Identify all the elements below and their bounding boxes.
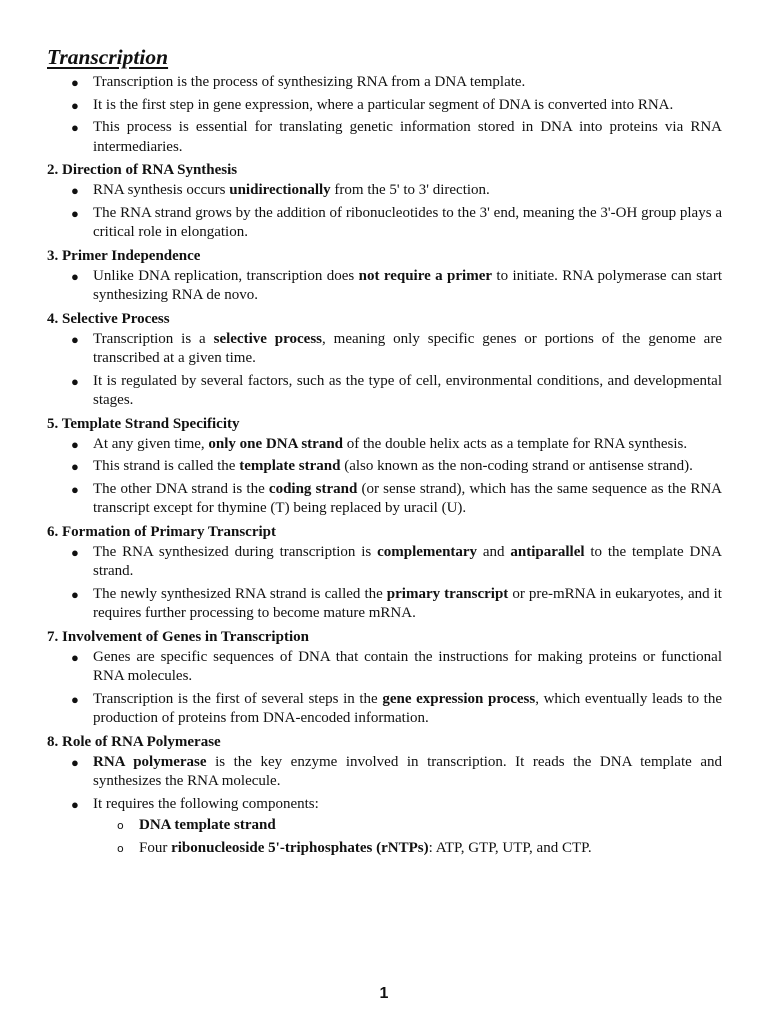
section-heading: 6. Formation of Primary Transcript (47, 523, 276, 540)
list-item: ● The newly synthesized RNA strand is called the primary transcript or pre-mRNA in eukaryotes, and it requires further processing to become mature mRNA. (71, 585, 722, 621)
bullet-icon: ● (71, 331, 79, 347)
bullet-icon: ● (71, 586, 79, 602)
bullet-icon: ● (71, 205, 79, 221)
list-item: ● RNA polymerase is the key enzyme involved in transcription. It reads the DNA template and synthesizes the RNA molecule. (71, 753, 722, 789)
bullet-icon: ● (71, 120, 79, 135)
circle-bullet-icon: o (117, 841, 124, 855)
bullet-icon: ● (71, 796, 79, 812)
section-list (47, 267, 722, 306)
list-item: ● This process is essential for translating genetic information stored in DNA into proteins via RNA intermediaries. (71, 119, 722, 155)
list-item: ● Transcription is a selective process, meaning only specific genes or portions of the genome are transcribed at a given time. (71, 330, 722, 366)
bullet-icon: ● (71, 183, 79, 198)
sub-list (93, 816, 722, 858)
circle-bullet-icon: o (117, 819, 124, 832)
bullet-icon: ● (71, 481, 79, 497)
section-heading: 4. Selective Process (47, 310, 170, 327)
bullet-icon: ● (71, 691, 79, 707)
list-item: ● This strand is called the template strand (also known as the non-coding strand or antisense strand). (47, 457, 722, 477)
list-item: ● Unlike DNA replication, transcription does not require a primer to initiate. RNA polymerase can start synthesizing RNA de novo. (71, 267, 722, 303)
list-item: ● It is regulated by several factors, such as the type of cell, environmental conditions, and developmental stages. (71, 372, 722, 408)
list-item: ● The other DNA strand is the coding strand (or sense strand), which has the same sequence as the RNA transcript except for thymine (T) being replaced by uracil (U). (71, 480, 722, 516)
bullet-icon: ● (71, 268, 79, 284)
list-item: ● It is the first step in gene expression, where a particular segment of DNA is converted into RNA. (47, 96, 722, 116)
list-item: ● It requires the following components: o DNA template strand o Four ribonucleoside 5'-triphosphates (rNTPs): ATP, GTP, UTP, and CTP. (47, 795, 722, 859)
section-list (47, 648, 722, 729)
section-heading: 5. Template Strand Specificity (47, 415, 240, 432)
list-item: ● Genes are specific sequences of DNA that contain the instructions for making proteins or functional RNA molecules. (71, 648, 722, 684)
bullet-icon: ● (71, 754, 79, 770)
bullet-icon: ● (71, 649, 79, 665)
bullet-icon: ● (71, 436, 79, 452)
section-list (47, 753, 722, 859)
section-list (47, 181, 722, 243)
section-list (47, 435, 722, 519)
bullet-icon: ● (71, 373, 79, 389)
sub-list-item: o Four ribonucleoside 5'-triphosphates (rNTPs): ATP, GTP, UTP, and CTP. (93, 839, 722, 859)
bullet-icon: ● (71, 544, 79, 560)
section-list (47, 543, 722, 624)
list-item: ● The RNA synthesized during transcription is complementary and antiparallel to the template DNA strand. (71, 543, 722, 579)
page-number: 1 (379, 985, 389, 1002)
list-item: ● Transcription is the process of synthesizing RNA from a DNA template. (47, 73, 722, 93)
list-item: ● At any given time, only one DNA strand of the double helix acts as a template for RNA synthesis. (47, 435, 722, 455)
list-item: ● The RNA strand grows by the addition of ribonucleotides to the 3' end, meaning the 3'-OH group plays a critical role in elongation. (71, 204, 722, 240)
list-item: ● Transcription is the first of several steps in the gene expression process, which eventually leads to the production of proteins from DNA-encoded information. (71, 690, 723, 726)
bullet-icon: ● (71, 75, 79, 90)
document-page (47, 44, 722, 861)
bullet-icon: ● (71, 459, 79, 474)
sub-list-item: o DNA template strand (93, 816, 722, 836)
section-heading: 8. Role of RNA Polymerase (47, 733, 221, 750)
section-heading: 3. Primer Independence (47, 247, 201, 264)
section-heading: 7. Involvement of Genes in Transcription (47, 628, 309, 645)
bullet-icon: ● (71, 97, 79, 113)
document-title: Transcription (47, 45, 169, 69)
intro-list (47, 73, 722, 157)
section-list (47, 330, 722, 411)
list-item: ● RNA synthesis occurs unidirectionally from the 5' to 3' direction. (47, 181, 722, 201)
section-heading: 2. Direction of RNA Synthesis (47, 162, 238, 178)
